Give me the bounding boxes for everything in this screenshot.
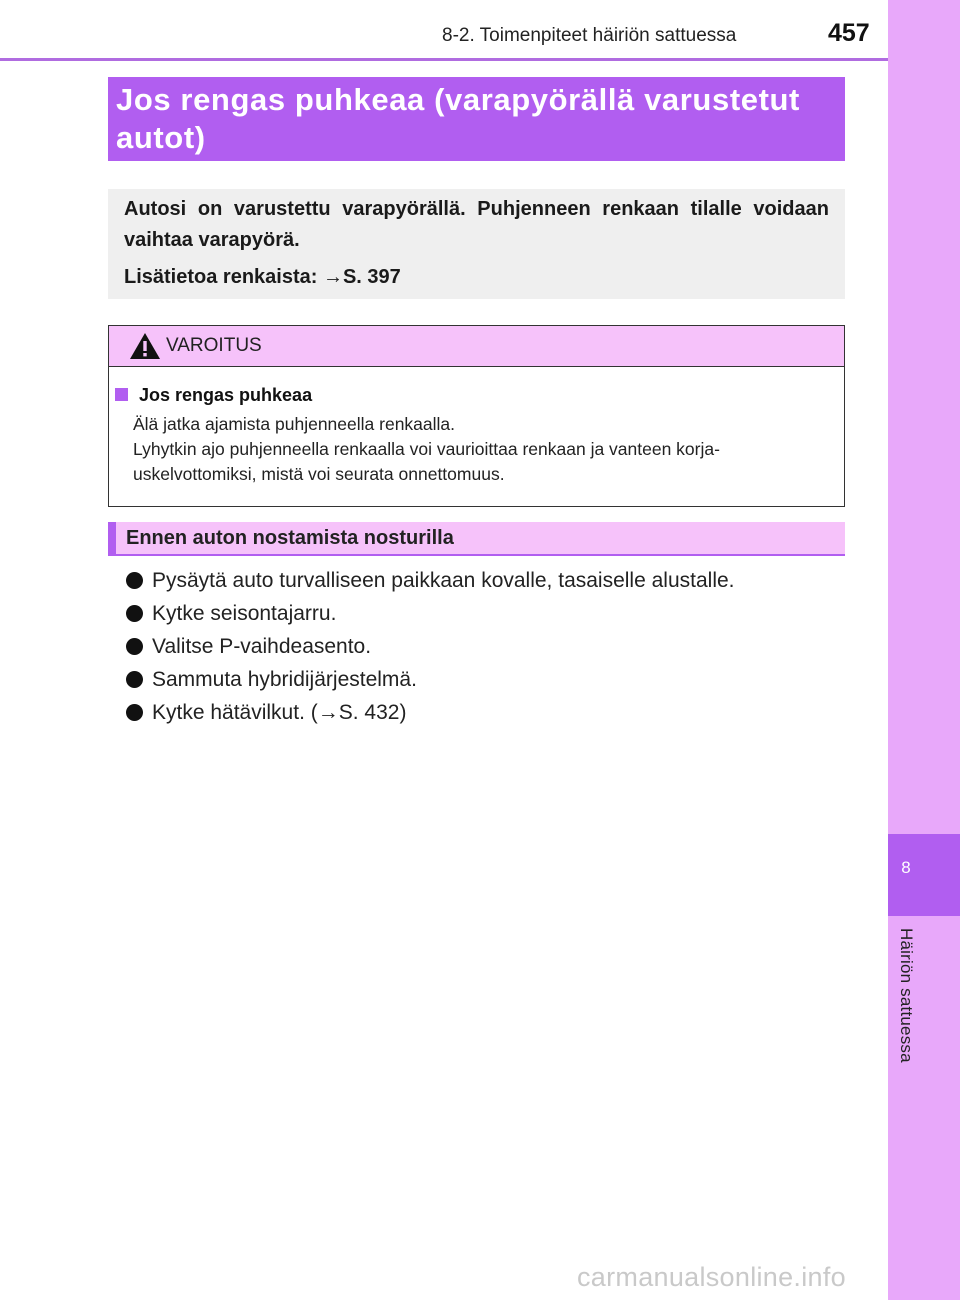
intro-paragraph: Autosi on varustettu varapyörällä. Puhjenneen renkaan tilalle voidaan vaihtaa varapyörä.: [124, 198, 829, 251]
chapter-side-tab: [888, 0, 960, 1300]
list-item: Sammuta hybridijärjestelmä.: [124, 663, 844, 696]
intro-reference: Lisätietoa renkaista: →S. 397: [124, 266, 401, 288]
square-bullet-icon: [115, 388, 128, 401]
chapter-label: Häiriön sattuessa: [897, 928, 916, 1063]
subsection-title: Ennen auton nostamista nosturilla: [126, 527, 454, 549]
page-number: 457: [828, 19, 870, 47]
list-item: Kytke hätävilkut. (→S. 432): [124, 696, 844, 729]
bullet-dot-icon: [126, 605, 143, 622]
chapter-number: 8: [901, 858, 911, 877]
chapter-number-block: [888, 834, 960, 916]
intro-box: [108, 189, 845, 299]
warning-label: VAROITUS: [166, 335, 262, 356]
list-item: Pysäytä auto turvalliseen paikkaan kovalle, tasaiselle alustalle.: [124, 564, 844, 597]
title-banner: [108, 77, 845, 161]
bullet-dot-icon: [126, 638, 143, 655]
running-header: 8-2. Toimenpiteet häiriön sattuessa: [442, 25, 737, 46]
subsection-accent-bar: [108, 522, 116, 556]
warning-line-1: Älä jatka ajamista puhjenneella renkaalla.: [133, 414, 456, 434]
header-rule: [0, 58, 888, 61]
bullet-dot-icon: [126, 572, 143, 589]
list-item: Kytke seisontajarru.: [124, 597, 844, 630]
warning-triangle-icon: [129, 332, 161, 360]
step-list: [124, 564, 844, 729]
bullet-dot-icon: [126, 671, 143, 688]
page-title: Jos rengas puhkeaa (varapyörällä varustetut autot): [116, 82, 800, 155]
warning-header: [109, 326, 844, 367]
warning-line-3: uskelvottomiksi, mistä voi seurata onnettomuus.: [133, 464, 505, 484]
watermark: carmanualsonline.info: [577, 1262, 846, 1292]
warning-body: [109, 367, 844, 487]
warning-item-title: Jos rengas puhkeaa: [139, 385, 313, 405]
list-item: Valitse P-vaihdeasento.: [124, 630, 844, 663]
bullet-dot-icon: [126, 704, 143, 721]
warning-box: [108, 325, 845, 507]
subsection-header: [108, 522, 845, 556]
warning-line-2: Lyhytkin ajo puhjenneella renkaalla voi vaurioittaa renkaan ja vanteen korja-: [133, 439, 720, 459]
